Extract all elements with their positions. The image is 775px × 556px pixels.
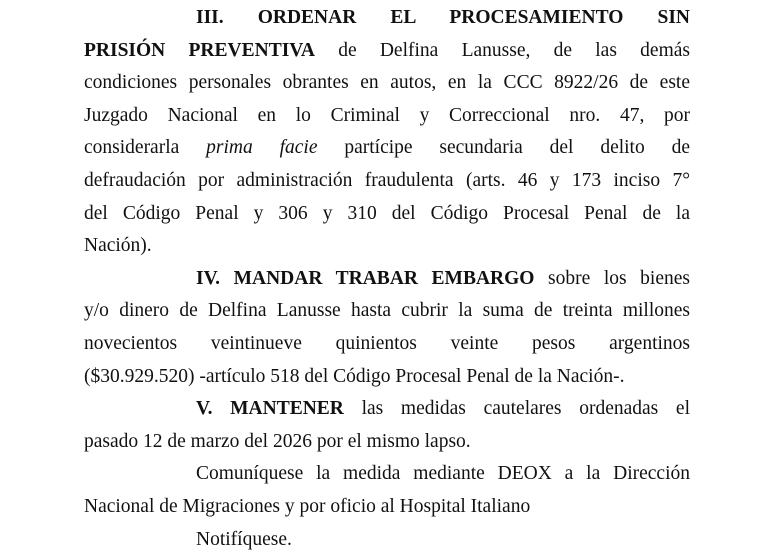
- paragraph-comuniquese-line-2: Nacional de Migraciones y por oficio al Hospital Italiano: [84, 491, 690, 524]
- paragraph-iii-line-7: del Código Penal y 306 y 310 del Código Procesal Penal de la: [84, 198, 690, 231]
- heading-mandar-trabar-embargo: IV. MANDAR TRABAR EMBARGO: [196, 268, 534, 289]
- paragraph-text: de Delfina Lanusse, de las demás: [315, 40, 690, 61]
- paragraph-iii-line-4: Juzgado Nacional en lo Criminal y Correccional nro. 47, por: [84, 100, 690, 133]
- paragraph-iv-line-3: novecientos veintinueve quinientos veinte pesos argentinos: [84, 328, 690, 361]
- paragraph-iii-line-5: [84, 132, 690, 165]
- paragraph-iii-line-6: defraudación por administración fraudulenta (arts. 46 y 173 inciso 7°: [84, 165, 690, 198]
- paragraph-text: las medidas cautelares ordenadas el: [344, 398, 690, 419]
- paragraph-iv-line-2: y/o dinero de Delfina Lanusse hasta cubrir la suma de treinta millones: [84, 295, 690, 328]
- paragraph-comuniquese-line-1: Comuníquese la medida mediante DEOX a la Dirección: [84, 458, 690, 491]
- heading-prision-preventiva: PRISIÓN PREVENTIVA: [84, 40, 315, 61]
- paragraph-iv-line-4: ($30.929.520) -artículo 518 del Código Procesal Penal de la Nación-.: [84, 361, 690, 394]
- paragraph-v-line-1: [84, 393, 690, 426]
- paragraph-iii-line-8: Nación).: [84, 230, 690, 263]
- paragraph-text: sobre los bienes: [534, 268, 690, 289]
- paragraph-iii-line-1: [84, 2, 690, 35]
- paragraph-iii-line-2: [84, 35, 690, 68]
- paragraph-text: partícipe secundaria del delito de: [317, 137, 690, 158]
- heading-ordenar-procesamiento: III. ORDENAR EL PROCESAMIENTO SIN: [196, 7, 690, 28]
- paragraph-text: considerarla: [84, 137, 206, 158]
- paragraph-notifiquese: Notifíquese.: [84, 524, 690, 556]
- paragraph-iv-line-1: [84, 263, 690, 296]
- heading-mantener: V. MANTENER: [196, 398, 344, 419]
- italic-prima-facie: prima facie: [206, 137, 317, 158]
- paragraph-v-line-2: pasado 12 de marzo del 2026 por el mismo lapso.: [84, 426, 690, 459]
- document-page: [84, 2, 690, 556]
- paragraph-iii-line-3: condiciones personales obrantes en autos, en la CCC 8922/26 de este: [84, 67, 690, 100]
